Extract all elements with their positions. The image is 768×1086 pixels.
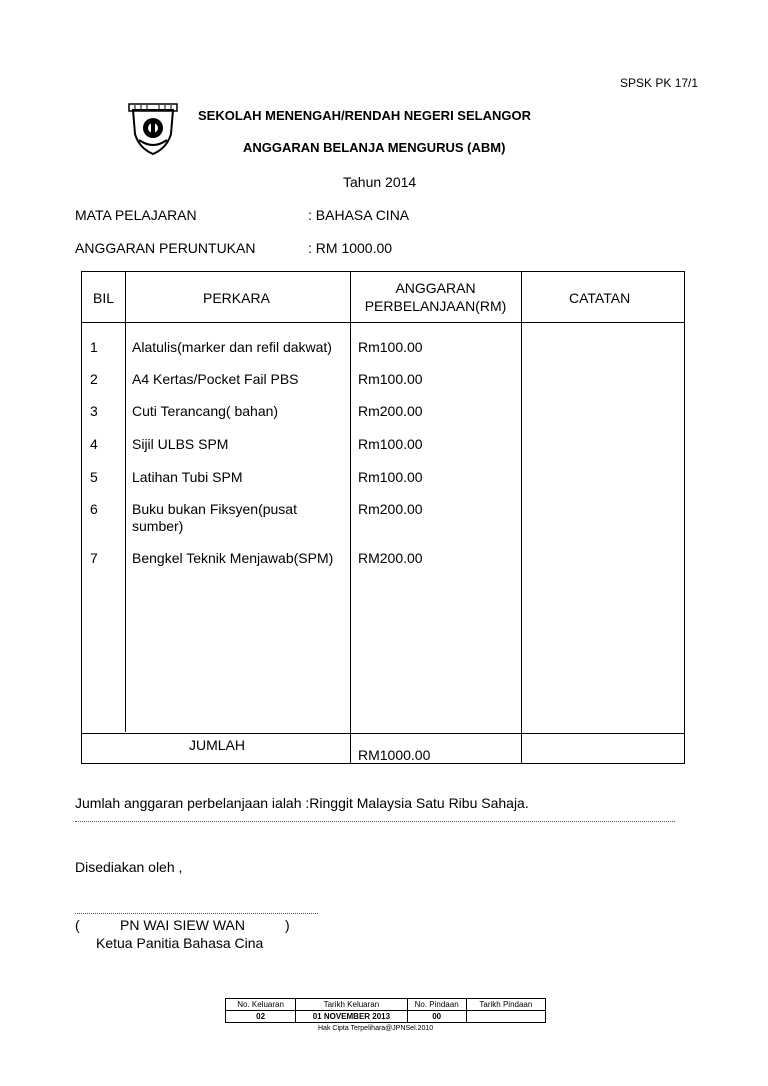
row-bil: 5	[90, 469, 98, 485]
table-divider	[521, 272, 522, 763]
signature-line	[75, 913, 318, 914]
row-bil: 4	[90, 436, 98, 452]
table-divider	[350, 272, 351, 763]
signature-name: PN WAI SIEW WAN	[120, 917, 245, 933]
header-perkara: PERKARA	[203, 290, 270, 306]
row-perkara: A4 Kertas/Pocket Fail PBS	[132, 371, 299, 387]
document-info-table	[225, 998, 546, 1023]
school-name: SEKOLAH MENENGAH/RENDAH NEGERI SELANGOR	[198, 108, 531, 123]
year: Tahun 2014	[343, 174, 417, 190]
document-title: ANGGARAN BELANJA MENGURUS (ABM)	[243, 140, 506, 155]
row-amount: Rm200.00	[358, 403, 423, 419]
row-perkara: Buku bukan Fiksyen(pusat	[132, 501, 297, 517]
total-label: JUMLAH	[189, 737, 246, 753]
copyright: Hak Cipta Terpelihara@JPNSel.2010	[318, 1025, 434, 1032]
header-catatan: CATATAN	[569, 290, 631, 306]
row-amount: Rm200.00	[358, 501, 423, 517]
table-divider	[82, 322, 684, 323]
footer-value-tarikh-keluaran: 01 NOVEMBER 2013	[296, 1011, 407, 1023]
row-perkara: Bengkel Teknik Menjawab(SPM)	[132, 550, 334, 566]
budget-value: : RM 1000.00	[308, 240, 393, 256]
row-amount: Rm100.00	[358, 339, 423, 355]
signature-close-paren: )	[285, 917, 290, 933]
row-perkara-cont: sumber)	[132, 518, 184, 534]
row-bil: 1	[90, 339, 98, 355]
signature-role: Ketua Panitia Bahasa Cina	[96, 935, 264, 951]
footer-header-tarikh-pindaan: Tarikh Pindaan	[466, 999, 545, 1011]
row-perkara: Sijil ULBS SPM	[132, 436, 229, 452]
footer-value-tarikh-pindaan	[466, 1011, 545, 1023]
signature-open-paren: (	[75, 917, 80, 933]
row-amount: RM200.00	[358, 550, 423, 566]
school-crest-logo	[127, 100, 179, 156]
row-perkara: Cuti Terancang( bahan)	[132, 403, 279, 419]
header-anggaran: ANGGARAN	[395, 280, 476, 296]
header-perbelanjaan: PERBELANJAAN(RM)	[364, 298, 507, 314]
footer-value-keluaran: 02	[226, 1011, 296, 1023]
row-bil: 7	[90, 550, 98, 566]
subject-value: : BAHASA CINA	[308, 207, 410, 223]
row-bil: 3	[90, 403, 98, 419]
document-code: SPSK PK 17/1	[620, 76, 699, 90]
prepared-by-label: Disediakan oleh ,	[75, 859, 183, 875]
table-divider	[82, 733, 684, 734]
dotted-line	[75, 821, 675, 822]
row-bil: 2	[90, 371, 98, 387]
row-amount: Rm100.00	[358, 469, 423, 485]
footer-value-pindaan: 00	[407, 1011, 466, 1023]
table-divider	[125, 272, 126, 732]
row-bil: 6	[90, 501, 98, 517]
row-amount: Rm100.00	[358, 436, 423, 452]
footer-header-keluaran: No. Keluaran	[226, 999, 296, 1011]
total-value: RM1000.00	[358, 747, 431, 763]
row-amount: Rm100.00	[358, 371, 423, 387]
header-bil: BIL	[93, 290, 115, 306]
row-perkara: Alatulis(marker dan refil dakwat)	[132, 339, 332, 355]
budget-label: ANGGARAN PERUNTUKAN	[75, 240, 256, 256]
footer-header-pindaan: No. Pindaan	[407, 999, 466, 1011]
budget-table	[81, 271, 685, 764]
summary-text: Jumlah anggaran perbelanjaan ialah :Ringgit Malaysia Satu Ribu Sahaja.	[75, 795, 529, 811]
row-perkara: Latihan Tubi SPM	[132, 469, 243, 485]
footer-header-tarikh-keluaran: Tarikh Keluaran	[296, 999, 407, 1011]
subject-label: MATA PELAJARAN	[75, 207, 197, 223]
